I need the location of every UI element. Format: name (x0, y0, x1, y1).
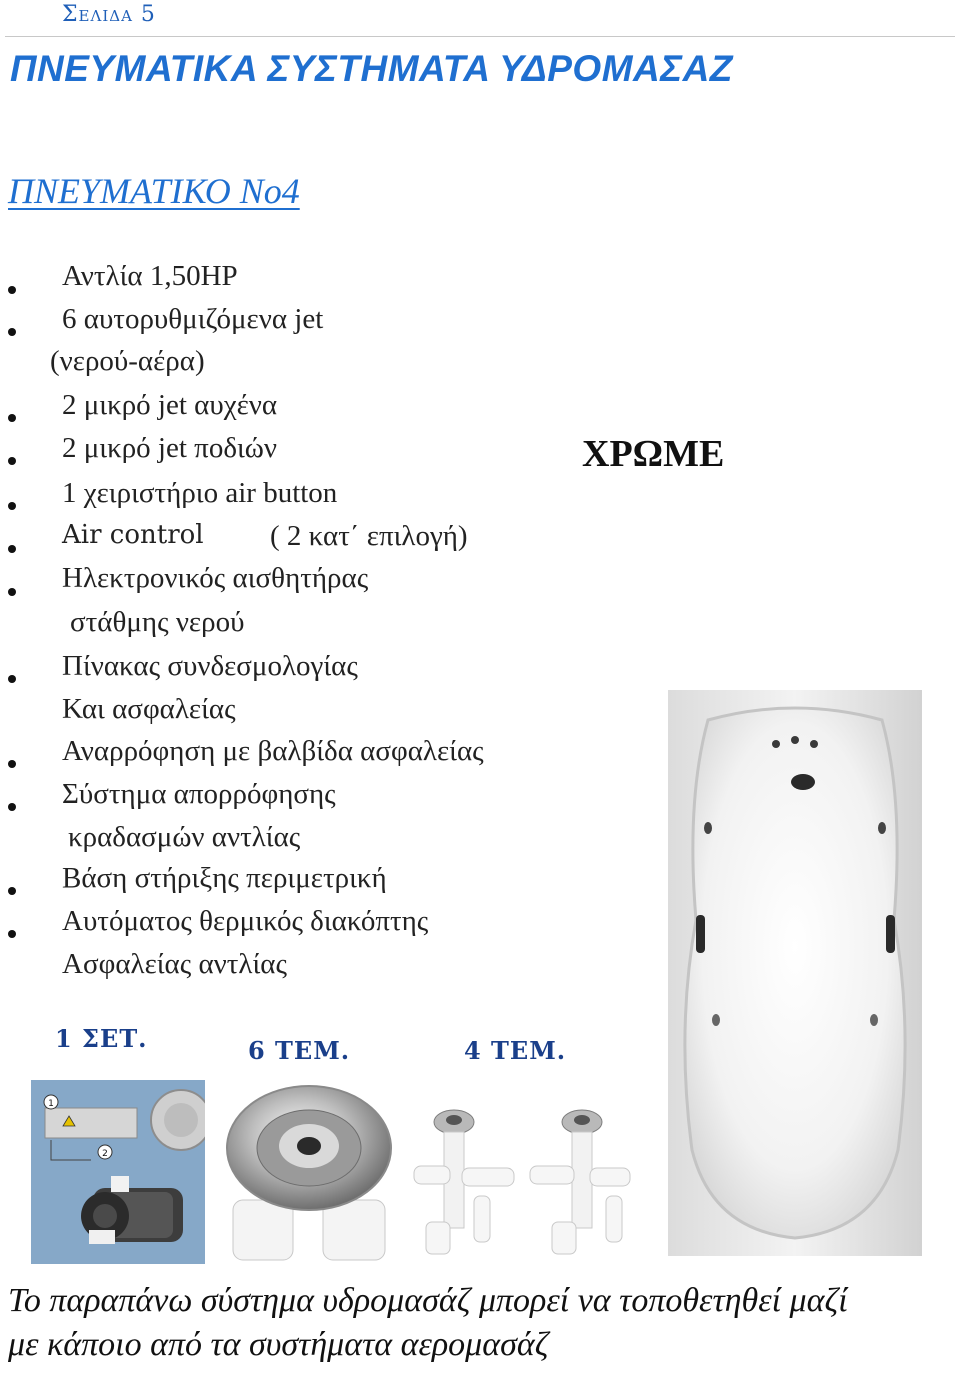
callout-2: 2 (102, 1149, 108, 1159)
quantity-jets4-label: 4 ΤΕΜ. (464, 1036, 567, 1065)
footer-note-line1: Το παραπάνω σύστημα υδρομασάζ μπορεί να τοποθετηθεί μαζί (8, 1282, 848, 1319)
footer-note-line2: με κάποιο από τα συστήματα αερομασάζ (8, 1326, 549, 1363)
feature-panel-cont: Και ασφαλείας (62, 693, 236, 725)
feature-foot-jets: 2 μικρό jet ποδιών (62, 432, 277, 464)
bullet-icon (8, 286, 16, 294)
feature-sensor: Ηλεκτρονικός αισθητήρας (62, 562, 369, 594)
section-title: ΠΝΕΥΜΑΤΙΚΟ Νο4 (8, 171, 300, 211)
bullet-icon (8, 887, 16, 895)
feature-neck-jets: 2 μικρό jet αυχένα (62, 389, 278, 421)
header-divider (5, 36, 955, 37)
feature-base: Βάση στήριξης περιμετρική (62, 862, 387, 894)
feature-breaker-cont: Ασφαλείας αντλίας (62, 948, 287, 980)
quantity-set-label: 1 ΣΕΤ. (55, 1024, 148, 1053)
jet-small-image-2 (528, 1104, 636, 1262)
feature-air-button: 1 χειριστήριο air button (62, 477, 338, 509)
bullet-icon (8, 930, 16, 938)
feature-jets: 6 αυτορυθμιζόμενα jet (62, 303, 324, 335)
bullet-icon (8, 675, 16, 683)
feature-pump: Αντλία 1,50HP (62, 260, 238, 292)
jet-small-image-1 (412, 1104, 520, 1262)
feature-panel: Πίνακας συνδεσμολογίας (62, 650, 358, 682)
quantity-jets6-label: 6 ΤΕΜ. (248, 1036, 351, 1065)
bullet-icon (8, 545, 16, 553)
feature-sensor-cont: στάθμης νερού (70, 606, 245, 638)
bullet-icon (8, 328, 16, 336)
feature-breaker: Αυτόματος θερμικός διακόπτης (62, 905, 429, 937)
page-title: ΠΝΕΥΜΑΤΙΚΑ ΣΥΣΤΗΜΑΤΑ ΥΔΡΟΜΑΣΑΖ (10, 48, 733, 89)
feature-suction: Αναρρόφηση με βαλβίδα ασφαλείας (62, 735, 484, 767)
feature-jets-cont: (νερού-αέρα) (50, 345, 205, 377)
bullet-icon (8, 588, 16, 596)
feature-vibration: Σύστημα απορρόφησης (62, 778, 336, 810)
bathtub-image (668, 690, 922, 1256)
bullet-icon (8, 502, 16, 510)
feature-vibration-cont: κραδασμών αντλίας (68, 821, 301, 853)
jet-large-image (213, 1078, 401, 1268)
feature-air-control-note: ( 2 κατ΄ επιλογή) (270, 520, 468, 552)
bullet-icon (8, 414, 16, 422)
pump-kit-image (31, 1080, 205, 1264)
finish-label: ΧΡΩΜΕ (582, 433, 725, 475)
feature-air-control: Air control (62, 520, 204, 550)
page-number-label: Σελιδα 5 (62, 2, 156, 27)
bullet-icon (8, 457, 16, 465)
bullet-icon (8, 760, 16, 768)
callout-1: 1 (48, 1099, 54, 1109)
pump-kit-illustration (31, 1080, 205, 1264)
bullet-icon (8, 803, 16, 811)
